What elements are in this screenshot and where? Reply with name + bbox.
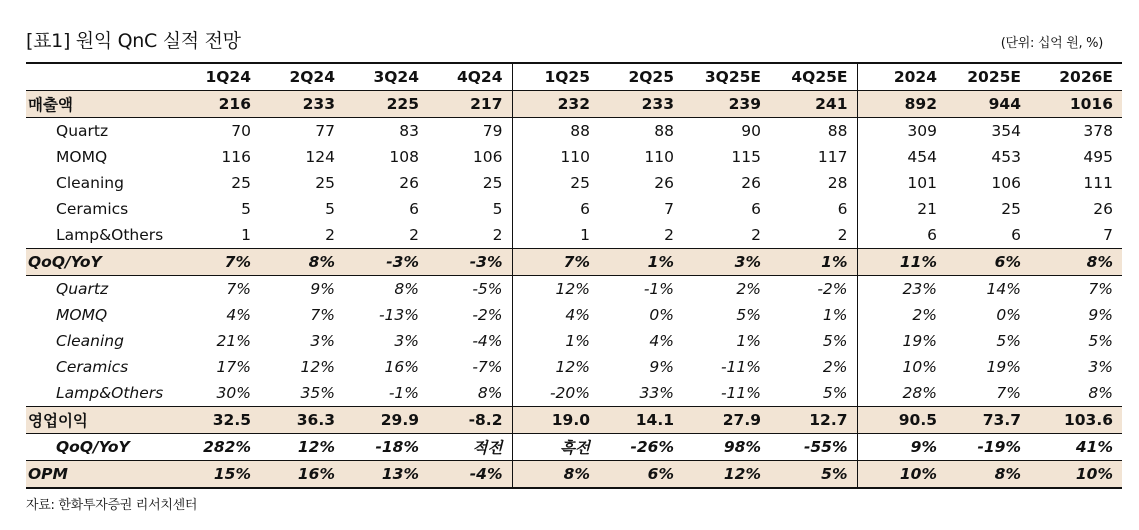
value-cell: 225 [344, 91, 428, 118]
value-cell: 233 [599, 91, 683, 118]
row-label: MOMQ [56, 148, 108, 166]
value-cell: 110 [644, 148, 674, 166]
value-cell: 106 [472, 148, 503, 166]
value-cell: 25 [512, 170, 599, 196]
value-cell: 26 [1093, 200, 1113, 218]
row-operating-profit [26, 407, 1122, 434]
value-cell: 23% [857, 276, 946, 303]
row-momq [26, 144, 1122, 170]
value-cell: -5% [472, 280, 503, 298]
value-cell: 6 [751, 200, 761, 218]
value-cell: 9% [1088, 306, 1113, 324]
value-cell: 2 [492, 226, 503, 244]
row-op-growth [26, 434, 1122, 461]
value-cell: 16% [384, 358, 419, 376]
row-growth-lamp-others [26, 380, 1122, 407]
value-cell: -1% [643, 280, 674, 298]
row-growth-cleaning [26, 328, 1122, 354]
header-cell: 3Q24 [344, 63, 428, 91]
value-cell: -11% [720, 384, 761, 402]
header-cell: 1Q25 [512, 63, 599, 91]
value-cell: 7% [226, 280, 251, 298]
value-cell: 27.9 [683, 407, 770, 434]
earnings-forecast-table [26, 62, 1122, 489]
value-cell: 6 [857, 222, 946, 249]
value-cell: 8% [394, 280, 419, 298]
value-cell: 108 [389, 148, 419, 166]
value-cell: 1% [822, 306, 848, 324]
value-cell: 495 [1083, 148, 1113, 166]
row-revenue [26, 91, 1122, 118]
value-cell: 21 [857, 196, 946, 222]
value-cell: 26 [654, 174, 674, 192]
value-cell: -55% [803, 438, 848, 456]
value-cell: -4% [472, 332, 503, 350]
value-cell: 12% [683, 461, 770, 489]
value-cell: 1 [241, 226, 251, 244]
value-cell: 19% [986, 358, 1021, 376]
value-cell: 111 [1083, 174, 1113, 192]
value-cell: 8% [1088, 384, 1113, 402]
source-note: 자료: 한화투자증권 리서치센터 [26, 498, 198, 513]
value-cell: 892 [857, 91, 946, 118]
value-cell: 8% [946, 461, 1030, 489]
row-opm [26, 461, 1122, 489]
row-label: Cleaning [56, 174, 124, 192]
value-cell: 0% [649, 306, 674, 324]
value-cell: 5% [736, 306, 761, 324]
value-cell: 88 [827, 122, 848, 140]
row-label: Quartz [56, 122, 109, 140]
value-cell: 6% [599, 461, 683, 489]
value-cell: 7 [1103, 226, 1113, 244]
value-cell: 1% [736, 332, 761, 350]
value-cell: 101 [857, 170, 946, 196]
value-cell: 30% [216, 384, 251, 402]
value-cell: -3% [428, 249, 512, 276]
row-ceramics [26, 196, 1122, 222]
value-cell: 35% [300, 384, 335, 402]
value-cell: 5% [822, 332, 848, 350]
value-cell: 103.6 [1030, 407, 1122, 434]
value-cell: 124 [305, 148, 335, 166]
header-cell: 2Q24 [260, 63, 344, 91]
value-cell: 5 [325, 200, 335, 218]
value-cell: 4% [226, 306, 251, 324]
value-cell: 2 [325, 226, 335, 244]
value-cell: 12% [512, 276, 599, 303]
table-body [26, 91, 1122, 489]
value-cell: 239 [683, 91, 770, 118]
value-cell: 233 [260, 91, 344, 118]
value-cell: 32.5 [176, 407, 260, 434]
value-cell: 117 [817, 148, 848, 166]
value-cell: 70 [231, 122, 251, 140]
value-cell: 241 [770, 91, 857, 118]
value-cell: 2 [409, 226, 419, 244]
value-cell: 7 [664, 200, 674, 218]
row-label: Ceramics [56, 358, 129, 376]
value-cell: -3% [344, 249, 428, 276]
value-cell: 1% [512, 328, 599, 354]
value-cell: 453 [991, 148, 1021, 166]
value-cell: 116 [221, 148, 251, 166]
value-cell: 7% [996, 384, 1021, 402]
value-cell: 12% [300, 358, 335, 376]
value-cell: 454 [857, 144, 946, 170]
value-cell: 83 [399, 122, 419, 140]
row-label: 매출액 [26, 91, 176, 118]
value-cell: 10% [1030, 461, 1122, 489]
value-cell: 88 [512, 118, 599, 145]
value-cell: 115 [731, 148, 761, 166]
row-revenue-growth [26, 249, 1122, 276]
row-label: Lamp&Others [56, 226, 164, 244]
value-cell: -20% [512, 380, 599, 407]
value-cell: 19% [857, 328, 946, 354]
value-cell: 3% [1088, 358, 1113, 376]
header-cell [26, 63, 176, 91]
value-cell: 17% [216, 358, 251, 376]
value-cell: 7% [512, 249, 599, 276]
value-cell: 12% [297, 438, 335, 456]
value-cell: 2% [822, 358, 848, 376]
value-cell: 3% [683, 249, 770, 276]
value-cell: 19.0 [512, 407, 599, 434]
header-cell: 4Q25E [770, 63, 857, 91]
value-cell: 1% [599, 249, 683, 276]
table-title: [표1] 원익 QnC 실적 전망 [26, 30, 241, 52]
unit-note: (단위: 십억 원, %) [1000, 36, 1103, 51]
value-cell: 354 [991, 122, 1021, 140]
row-label: MOMQ [56, 306, 108, 324]
row-growth-ceramics [26, 354, 1122, 380]
value-cell: 90 [741, 122, 761, 140]
value-cell: -7% [472, 358, 503, 376]
row-quartz [26, 118, 1122, 145]
value-cell: 9% [310, 280, 335, 298]
value-cell: -13% [378, 306, 419, 324]
value-cell: 4% [649, 332, 674, 350]
value-cell: 33% [639, 384, 674, 402]
row-cleaning [26, 170, 1122, 196]
value-cell: 5% [996, 332, 1021, 350]
value-cell: 6% [946, 249, 1030, 276]
value-cell: 9% [649, 358, 674, 376]
value-cell: 5% [1088, 332, 1113, 350]
value-cell: -2% [817, 280, 848, 298]
value-cell: 1% [770, 249, 857, 276]
value-cell: 5 [492, 200, 503, 218]
value-cell: 10% [857, 461, 946, 489]
value-cell: 26 [399, 174, 419, 192]
row-label: Quartz [56, 280, 109, 298]
value-cell: 2 [664, 226, 674, 244]
header-cell: 2026E [1030, 63, 1122, 91]
value-cell: 2 [751, 226, 761, 244]
value-cell: 13% [344, 461, 428, 489]
value-cell: 29.9 [344, 407, 428, 434]
value-cell: 25 [482, 174, 503, 192]
value-cell: 77 [315, 122, 335, 140]
value-cell: 6 [512, 196, 599, 222]
value-cell: 28% [857, 380, 946, 407]
value-cell: 5% [770, 461, 857, 489]
value-cell: 7% [176, 249, 260, 276]
value-cell: 12.7 [770, 407, 857, 434]
value-cell: 36.3 [260, 407, 344, 434]
row-label: QoQ/YoY [56, 438, 130, 456]
value-cell: -19% [977, 438, 1021, 456]
value-cell: 7% [1088, 280, 1113, 298]
value-cell: 2% [736, 280, 761, 298]
header-row [26, 63, 1122, 91]
value-cell: 309 [857, 118, 946, 145]
row-label: Ceramics [56, 200, 129, 218]
value-cell: 944 [946, 91, 1030, 118]
value-cell: 26 [741, 174, 761, 192]
header-cell: 1Q24 [176, 63, 260, 91]
value-cell: -4% [428, 461, 512, 489]
value-cell: 25 [315, 174, 335, 192]
value-cell: 2 [837, 226, 848, 244]
value-cell: 217 [428, 91, 512, 118]
value-cell: 10% [857, 354, 946, 380]
value-cell: 8% [260, 249, 344, 276]
value-cell: 88 [654, 122, 674, 140]
value-cell: 0% [996, 306, 1021, 324]
value-cell: 90.5 [857, 407, 946, 434]
value-cell: 11% [857, 249, 946, 276]
value-cell: -8.2 [428, 407, 512, 434]
value-cell: 1 [512, 222, 599, 249]
value-cell: 98% [723, 438, 761, 456]
value-cell: 1016 [1030, 91, 1122, 118]
header-cell: 2024 [857, 63, 946, 91]
value-cell: 7% [310, 306, 335, 324]
value-cell: 적전 [472, 439, 503, 457]
header-cell: 2Q25 [599, 63, 683, 91]
value-cell: 106 [991, 174, 1021, 192]
value-cell: 6 [837, 200, 848, 218]
value-cell: 9% [857, 434, 946, 461]
value-cell: 73.7 [946, 407, 1030, 434]
value-cell: 21% [216, 332, 251, 350]
value-cell: -2% [472, 306, 503, 324]
value-cell: 8% [477, 384, 503, 402]
value-cell: 8% [512, 461, 599, 489]
row-label: 영업이익 [26, 407, 176, 434]
value-cell: 216 [176, 91, 260, 118]
value-cell: 79 [482, 122, 503, 140]
value-cell: 25 [1001, 200, 1021, 218]
value-cell: -1% [388, 384, 419, 402]
row-label: QoQ/YoY [26, 249, 176, 276]
value-cell: 12% [512, 354, 599, 380]
value-cell: 25 [231, 174, 251, 192]
value-cell: 16% [260, 461, 344, 489]
value-cell: 5 [241, 200, 251, 218]
value-cell: 41% [1075, 438, 1113, 456]
row-growth-quartz [26, 276, 1122, 303]
value-cell: -11% [720, 358, 761, 376]
value-cell: -26% [630, 438, 674, 456]
value-cell: 232 [512, 91, 599, 118]
value-cell: 4% [512, 302, 599, 328]
value-cell: 2% [857, 302, 946, 328]
value-cell: 6 [409, 200, 419, 218]
row-growth-momq [26, 302, 1122, 328]
value-cell: 3% [310, 332, 335, 350]
value-cell: 282% [203, 438, 251, 456]
value-cell: 110 [512, 144, 599, 170]
row-label: Cleaning [56, 332, 124, 350]
value-cell: 5% [822, 384, 848, 402]
value-cell: 6 [1011, 226, 1021, 244]
row-label: OPM [26, 461, 176, 489]
header-cell: 3Q25E [683, 63, 770, 91]
value-cell: 378 [1083, 122, 1113, 140]
header-cell: 4Q24 [428, 63, 512, 91]
value-cell: 흑전 [512, 434, 599, 461]
header-cell: 2025E [946, 63, 1030, 91]
row-lamp-others [26, 222, 1122, 249]
value-cell: 15% [176, 461, 260, 489]
value-cell: 8% [1030, 249, 1122, 276]
value-cell: 28 [827, 174, 848, 192]
value-cell: 3% [394, 332, 419, 350]
value-cell: 14.1 [599, 407, 683, 434]
value-cell: -18% [375, 438, 419, 456]
value-cell: 14% [986, 280, 1021, 298]
row-label: Lamp&Others [56, 384, 164, 402]
